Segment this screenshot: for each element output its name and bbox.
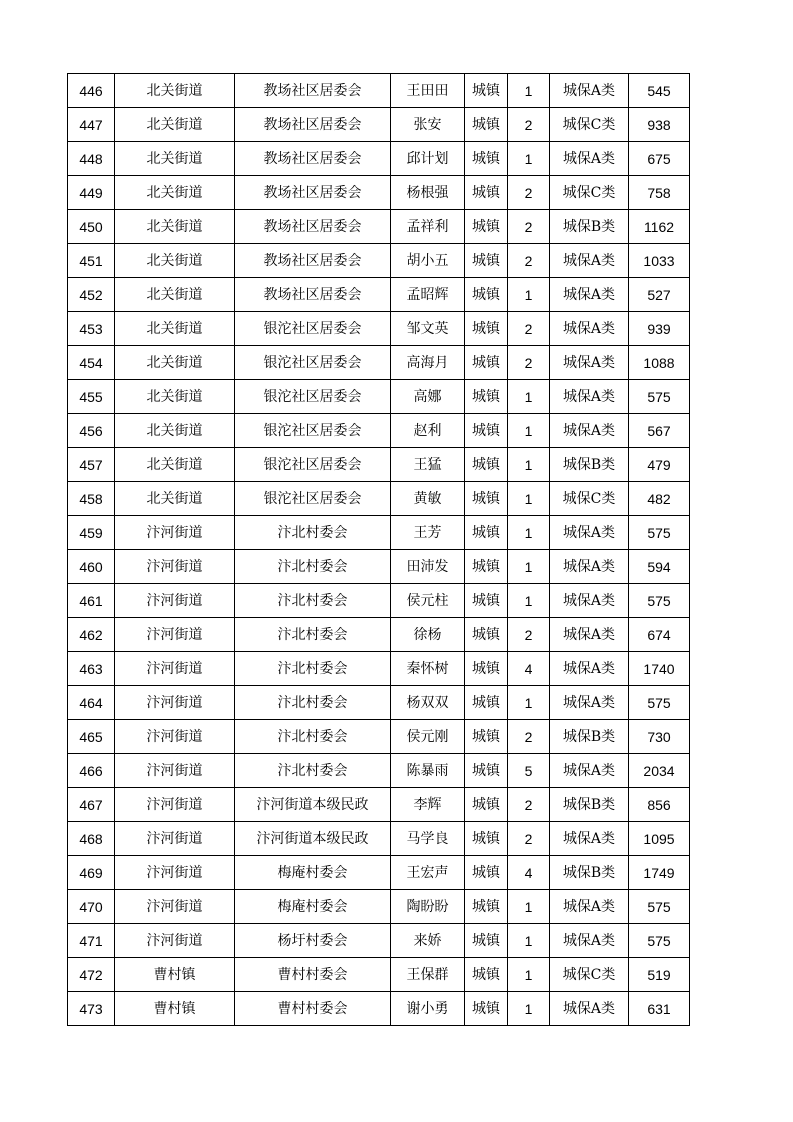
table-body: [68, 74, 690, 1026]
cell-category: 城保A类: [550, 550, 629, 584]
cell-street: 汴河街道: [115, 686, 235, 720]
cell-household-count: 2: [508, 176, 550, 210]
table-row: [68, 550, 690, 584]
cell-committee: 银沱社区居委会: [235, 482, 391, 516]
cell-row-number: 454: [68, 346, 115, 380]
cell-area-type: 城镇: [465, 686, 508, 720]
cell-street: 汴河街道: [115, 754, 235, 788]
table-row: [68, 346, 690, 380]
cell-amount: 758: [629, 176, 690, 210]
cell-amount: 856: [629, 788, 690, 822]
table-row: [68, 924, 690, 958]
cell-area-type: 城镇: [465, 448, 508, 482]
cell-committee: 教场社区居委会: [235, 74, 391, 108]
cell-row-number: 458: [68, 482, 115, 516]
table-row: [68, 686, 690, 720]
cell-row-number: 471: [68, 924, 115, 958]
cell-amount: 730: [629, 720, 690, 754]
cell-street: 北关街道: [115, 312, 235, 346]
cell-row-number: 453: [68, 312, 115, 346]
cell-household-count: 2: [508, 108, 550, 142]
cell-amount: 1033: [629, 244, 690, 278]
cell-committee: 汴北村委会: [235, 516, 391, 550]
cell-street: 汴河街道: [115, 550, 235, 584]
cell-area-type: 城镇: [465, 380, 508, 414]
cell-name: 高海月: [391, 346, 465, 380]
cell-street: 汴河街道: [115, 584, 235, 618]
table-row: [68, 74, 690, 108]
cell-street: 汴河街道: [115, 516, 235, 550]
cell-name: 王芳: [391, 516, 465, 550]
table-row: [68, 278, 690, 312]
cell-household-count: 2: [508, 822, 550, 856]
cell-area-type: 城镇: [465, 720, 508, 754]
cell-amount: 575: [629, 924, 690, 958]
table-row: [68, 584, 690, 618]
cell-area-type: 城镇: [465, 958, 508, 992]
cell-row-number: 460: [68, 550, 115, 584]
cell-category: 城保A类: [550, 244, 629, 278]
cell-committee: 汴北村委会: [235, 720, 391, 754]
cell-street: 曹村镇: [115, 958, 235, 992]
cell-household-count: 1: [508, 278, 550, 312]
cell-household-count: 1: [508, 958, 550, 992]
cell-committee: 教场社区居委会: [235, 176, 391, 210]
cell-household-count: 1: [508, 414, 550, 448]
cell-household-count: 1: [508, 482, 550, 516]
relief-table: [67, 73, 690, 1026]
table-row: [68, 788, 690, 822]
cell-household-count: 1: [508, 550, 550, 584]
cell-row-number: 463: [68, 652, 115, 686]
table-row: [68, 822, 690, 856]
cell-amount: 482: [629, 482, 690, 516]
cell-amount: 1749: [629, 856, 690, 890]
cell-name: 邹文英: [391, 312, 465, 346]
table-row: [68, 890, 690, 924]
cell-name: 张安: [391, 108, 465, 142]
cell-committee: 教场社区居委会: [235, 142, 391, 176]
cell-amount: 938: [629, 108, 690, 142]
cell-area-type: 城镇: [465, 278, 508, 312]
cell-amount: 594: [629, 550, 690, 584]
cell-category: 城保A类: [550, 380, 629, 414]
cell-row-number: 467: [68, 788, 115, 822]
cell-row-number: 462: [68, 618, 115, 652]
cell-area-type: 城镇: [465, 74, 508, 108]
cell-committee: 汴北村委会: [235, 618, 391, 652]
cell-name: 王猛: [391, 448, 465, 482]
cell-amount: 631: [629, 992, 690, 1026]
cell-committee: 教场社区居委会: [235, 108, 391, 142]
cell-area-type: 城镇: [465, 754, 508, 788]
cell-street: 北关街道: [115, 74, 235, 108]
cell-category: 城保A类: [550, 686, 629, 720]
cell-amount: 575: [629, 516, 690, 550]
cell-committee: 教场社区居委会: [235, 210, 391, 244]
cell-category: 城保A类: [550, 618, 629, 652]
cell-category: 城保B类: [550, 856, 629, 890]
cell-area-type: 城镇: [465, 788, 508, 822]
cell-street: 北关街道: [115, 210, 235, 244]
cell-area-type: 城镇: [465, 652, 508, 686]
cell-household-count: 2: [508, 618, 550, 652]
cell-category: 城保C类: [550, 482, 629, 516]
cell-category: 城保A类: [550, 516, 629, 550]
cell-name: 谢小勇: [391, 992, 465, 1026]
cell-committee: 汴北村委会: [235, 550, 391, 584]
cell-row-number: 459: [68, 516, 115, 550]
cell-street: 北关街道: [115, 176, 235, 210]
cell-amount: 575: [629, 890, 690, 924]
cell-household-count: 2: [508, 244, 550, 278]
cell-name: 徐杨: [391, 618, 465, 652]
cell-row-number: 455: [68, 380, 115, 414]
cell-committee: 梅庵村委会: [235, 856, 391, 890]
cell-committee: 汴河街道本级民政: [235, 788, 391, 822]
cell-row-number: 473: [68, 992, 115, 1026]
cell-area-type: 城镇: [465, 312, 508, 346]
cell-row-number: 457: [68, 448, 115, 482]
cell-household-count: 2: [508, 312, 550, 346]
cell-committee: 银沱社区居委会: [235, 312, 391, 346]
cell-area-type: 城镇: [465, 142, 508, 176]
cell-name: 胡小五: [391, 244, 465, 278]
cell-area-type: 城镇: [465, 244, 508, 278]
cell-name: 马学良: [391, 822, 465, 856]
cell-area-type: 城镇: [465, 992, 508, 1026]
table-row: [68, 618, 690, 652]
cell-amount: 567: [629, 414, 690, 448]
cell-row-number: 451: [68, 244, 115, 278]
cell-household-count: 2: [508, 788, 550, 822]
cell-name: 赵利: [391, 414, 465, 448]
cell-name: 高娜: [391, 380, 465, 414]
cell-area-type: 城镇: [465, 516, 508, 550]
cell-row-number: 469: [68, 856, 115, 890]
cell-row-number: 448: [68, 142, 115, 176]
cell-street: 汴河街道: [115, 890, 235, 924]
cell-category: 城保A类: [550, 992, 629, 1026]
cell-amount: 527: [629, 278, 690, 312]
table-row: [68, 142, 690, 176]
cell-amount: 1740: [629, 652, 690, 686]
cell-household-count: 1: [508, 992, 550, 1026]
cell-category: 城保A类: [550, 652, 629, 686]
cell-household-count: 1: [508, 142, 550, 176]
cell-name: 王宏声: [391, 856, 465, 890]
cell-name: 来娇: [391, 924, 465, 958]
cell-category: 城保A类: [550, 142, 629, 176]
cell-row-number: 464: [68, 686, 115, 720]
cell-area-type: 城镇: [465, 346, 508, 380]
cell-household-count: 1: [508, 74, 550, 108]
cell-amount: 939: [629, 312, 690, 346]
cell-category: 城保C类: [550, 108, 629, 142]
cell-amount: 675: [629, 142, 690, 176]
cell-category: 城保A类: [550, 278, 629, 312]
cell-household-count: 4: [508, 652, 550, 686]
cell-category: 城保A类: [550, 584, 629, 618]
cell-street: 北关街道: [115, 244, 235, 278]
cell-category: 城保B类: [550, 720, 629, 754]
cell-name: 田沛发: [391, 550, 465, 584]
cell-category: 城保B类: [550, 210, 629, 244]
cell-name: 杨双双: [391, 686, 465, 720]
cell-name: 王保群: [391, 958, 465, 992]
cell-name: 秦怀树: [391, 652, 465, 686]
table-row: [68, 652, 690, 686]
cell-committee: 梅庵村委会: [235, 890, 391, 924]
table-row: [68, 856, 690, 890]
cell-category: 城保A类: [550, 822, 629, 856]
table-row: [68, 992, 690, 1026]
cell-committee: 汴北村委会: [235, 686, 391, 720]
cell-amount: 674: [629, 618, 690, 652]
cell-area-type: 城镇: [465, 856, 508, 890]
table-row: [68, 754, 690, 788]
cell-committee: 汴河街道本级民政: [235, 822, 391, 856]
table-row: [68, 312, 690, 346]
table-row: [68, 210, 690, 244]
cell-name: 杨根强: [391, 176, 465, 210]
cell-name: 孟昭辉: [391, 278, 465, 312]
cell-household-count: 1: [508, 584, 550, 618]
cell-amount: 545: [629, 74, 690, 108]
cell-area-type: 城镇: [465, 584, 508, 618]
cell-category: 城保A类: [550, 754, 629, 788]
cell-committee: 杨圩村委会: [235, 924, 391, 958]
cell-area-type: 城镇: [465, 550, 508, 584]
cell-amount: 575: [629, 380, 690, 414]
cell-household-count: 1: [508, 686, 550, 720]
cell-committee: 汴北村委会: [235, 584, 391, 618]
cell-category: 城保A类: [550, 312, 629, 346]
cell-committee: 曹村村委会: [235, 992, 391, 1026]
cell-committee: 汴北村委会: [235, 652, 391, 686]
cell-street: 北关街道: [115, 414, 235, 448]
cell-household-count: 1: [508, 448, 550, 482]
cell-street: 北关街道: [115, 346, 235, 380]
cell-area-type: 城镇: [465, 414, 508, 448]
cell-area-type: 城镇: [465, 176, 508, 210]
cell-amount: 1095: [629, 822, 690, 856]
cell-area-type: 城镇: [465, 482, 508, 516]
cell-street: 北关街道: [115, 108, 235, 142]
cell-row-number: 446: [68, 74, 115, 108]
cell-street: 汴河街道: [115, 924, 235, 958]
cell-name: 孟祥利: [391, 210, 465, 244]
cell-household-count: 2: [508, 720, 550, 754]
cell-household-count: 4: [508, 856, 550, 890]
cell-street: 北关街道: [115, 278, 235, 312]
table-row: [68, 958, 690, 992]
cell-name: 侯元刚: [391, 720, 465, 754]
cell-household-count: 1: [508, 516, 550, 550]
cell-category: 城保C类: [550, 958, 629, 992]
cell-street: 北关街道: [115, 482, 235, 516]
table-row: [68, 482, 690, 516]
cell-area-type: 城镇: [465, 890, 508, 924]
table-row: [68, 414, 690, 448]
cell-amount: 575: [629, 584, 690, 618]
cell-street: 曹村镇: [115, 992, 235, 1026]
cell-committee: 银沱社区居委会: [235, 414, 391, 448]
cell-category: 城保C类: [550, 176, 629, 210]
cell-household-count: 1: [508, 890, 550, 924]
cell-amount: 519: [629, 958, 690, 992]
table-row: [68, 176, 690, 210]
cell-row-number: 461: [68, 584, 115, 618]
cell-street: 汴河街道: [115, 788, 235, 822]
cell-committee: 银沱社区居委会: [235, 346, 391, 380]
cell-area-type: 城镇: [465, 924, 508, 958]
cell-amount: 575: [629, 686, 690, 720]
cell-name: 陶盼盼: [391, 890, 465, 924]
table-row: [68, 244, 690, 278]
cell-area-type: 城镇: [465, 822, 508, 856]
cell-area-type: 城镇: [465, 210, 508, 244]
cell-name: 王田田: [391, 74, 465, 108]
table-row: [68, 380, 690, 414]
cell-street: 北关街道: [115, 380, 235, 414]
cell-name: 邱计划: [391, 142, 465, 176]
table-row: [68, 720, 690, 754]
cell-row-number: 452: [68, 278, 115, 312]
cell-row-number: 466: [68, 754, 115, 788]
cell-row-number: 470: [68, 890, 115, 924]
cell-street: 汴河街道: [115, 856, 235, 890]
cell-category: 城保A类: [550, 890, 629, 924]
cell-category: 城保A类: [550, 414, 629, 448]
cell-name: 李辉: [391, 788, 465, 822]
cell-street: 汴河街道: [115, 652, 235, 686]
cell-amount: 1088: [629, 346, 690, 380]
cell-amount: 2034: [629, 754, 690, 788]
cell-row-number: 456: [68, 414, 115, 448]
cell-committee: 汴北村委会: [235, 754, 391, 788]
table-row: [68, 448, 690, 482]
cell-row-number: 468: [68, 822, 115, 856]
cell-street: 汴河街道: [115, 618, 235, 652]
cell-committee: 教场社区居委会: [235, 278, 391, 312]
cell-category: 城保B类: [550, 788, 629, 822]
cell-committee: 曹村村委会: [235, 958, 391, 992]
cell-row-number: 447: [68, 108, 115, 142]
cell-category: 城保B类: [550, 448, 629, 482]
cell-name: 侯元柱: [391, 584, 465, 618]
cell-row-number: 465: [68, 720, 115, 754]
cell-street: 北关街道: [115, 448, 235, 482]
cell-household-count: 1: [508, 924, 550, 958]
cell-household-count: 2: [508, 346, 550, 380]
cell-street: 汴河街道: [115, 720, 235, 754]
cell-area-type: 城镇: [465, 108, 508, 142]
table-row: [68, 108, 690, 142]
cell-committee: 教场社区居委会: [235, 244, 391, 278]
cell-row-number: 472: [68, 958, 115, 992]
cell-amount: 479: [629, 448, 690, 482]
cell-street: 汴河街道: [115, 822, 235, 856]
cell-household-count: 5: [508, 754, 550, 788]
cell-category: 城保A类: [550, 924, 629, 958]
cell-name: 陈暴雨: [391, 754, 465, 788]
cell-committee: 银沱社区居委会: [235, 448, 391, 482]
cell-category: 城保A类: [550, 346, 629, 380]
cell-row-number: 449: [68, 176, 115, 210]
cell-household-count: 2: [508, 210, 550, 244]
cell-amount: 1162: [629, 210, 690, 244]
table-row: [68, 516, 690, 550]
cell-street: 北关街道: [115, 142, 235, 176]
cell-row-number: 450: [68, 210, 115, 244]
cell-committee: 银沱社区居委会: [235, 380, 391, 414]
cell-household-count: 1: [508, 380, 550, 414]
cell-category: 城保A类: [550, 74, 629, 108]
cell-name: 黄敏: [391, 482, 465, 516]
cell-area-type: 城镇: [465, 618, 508, 652]
